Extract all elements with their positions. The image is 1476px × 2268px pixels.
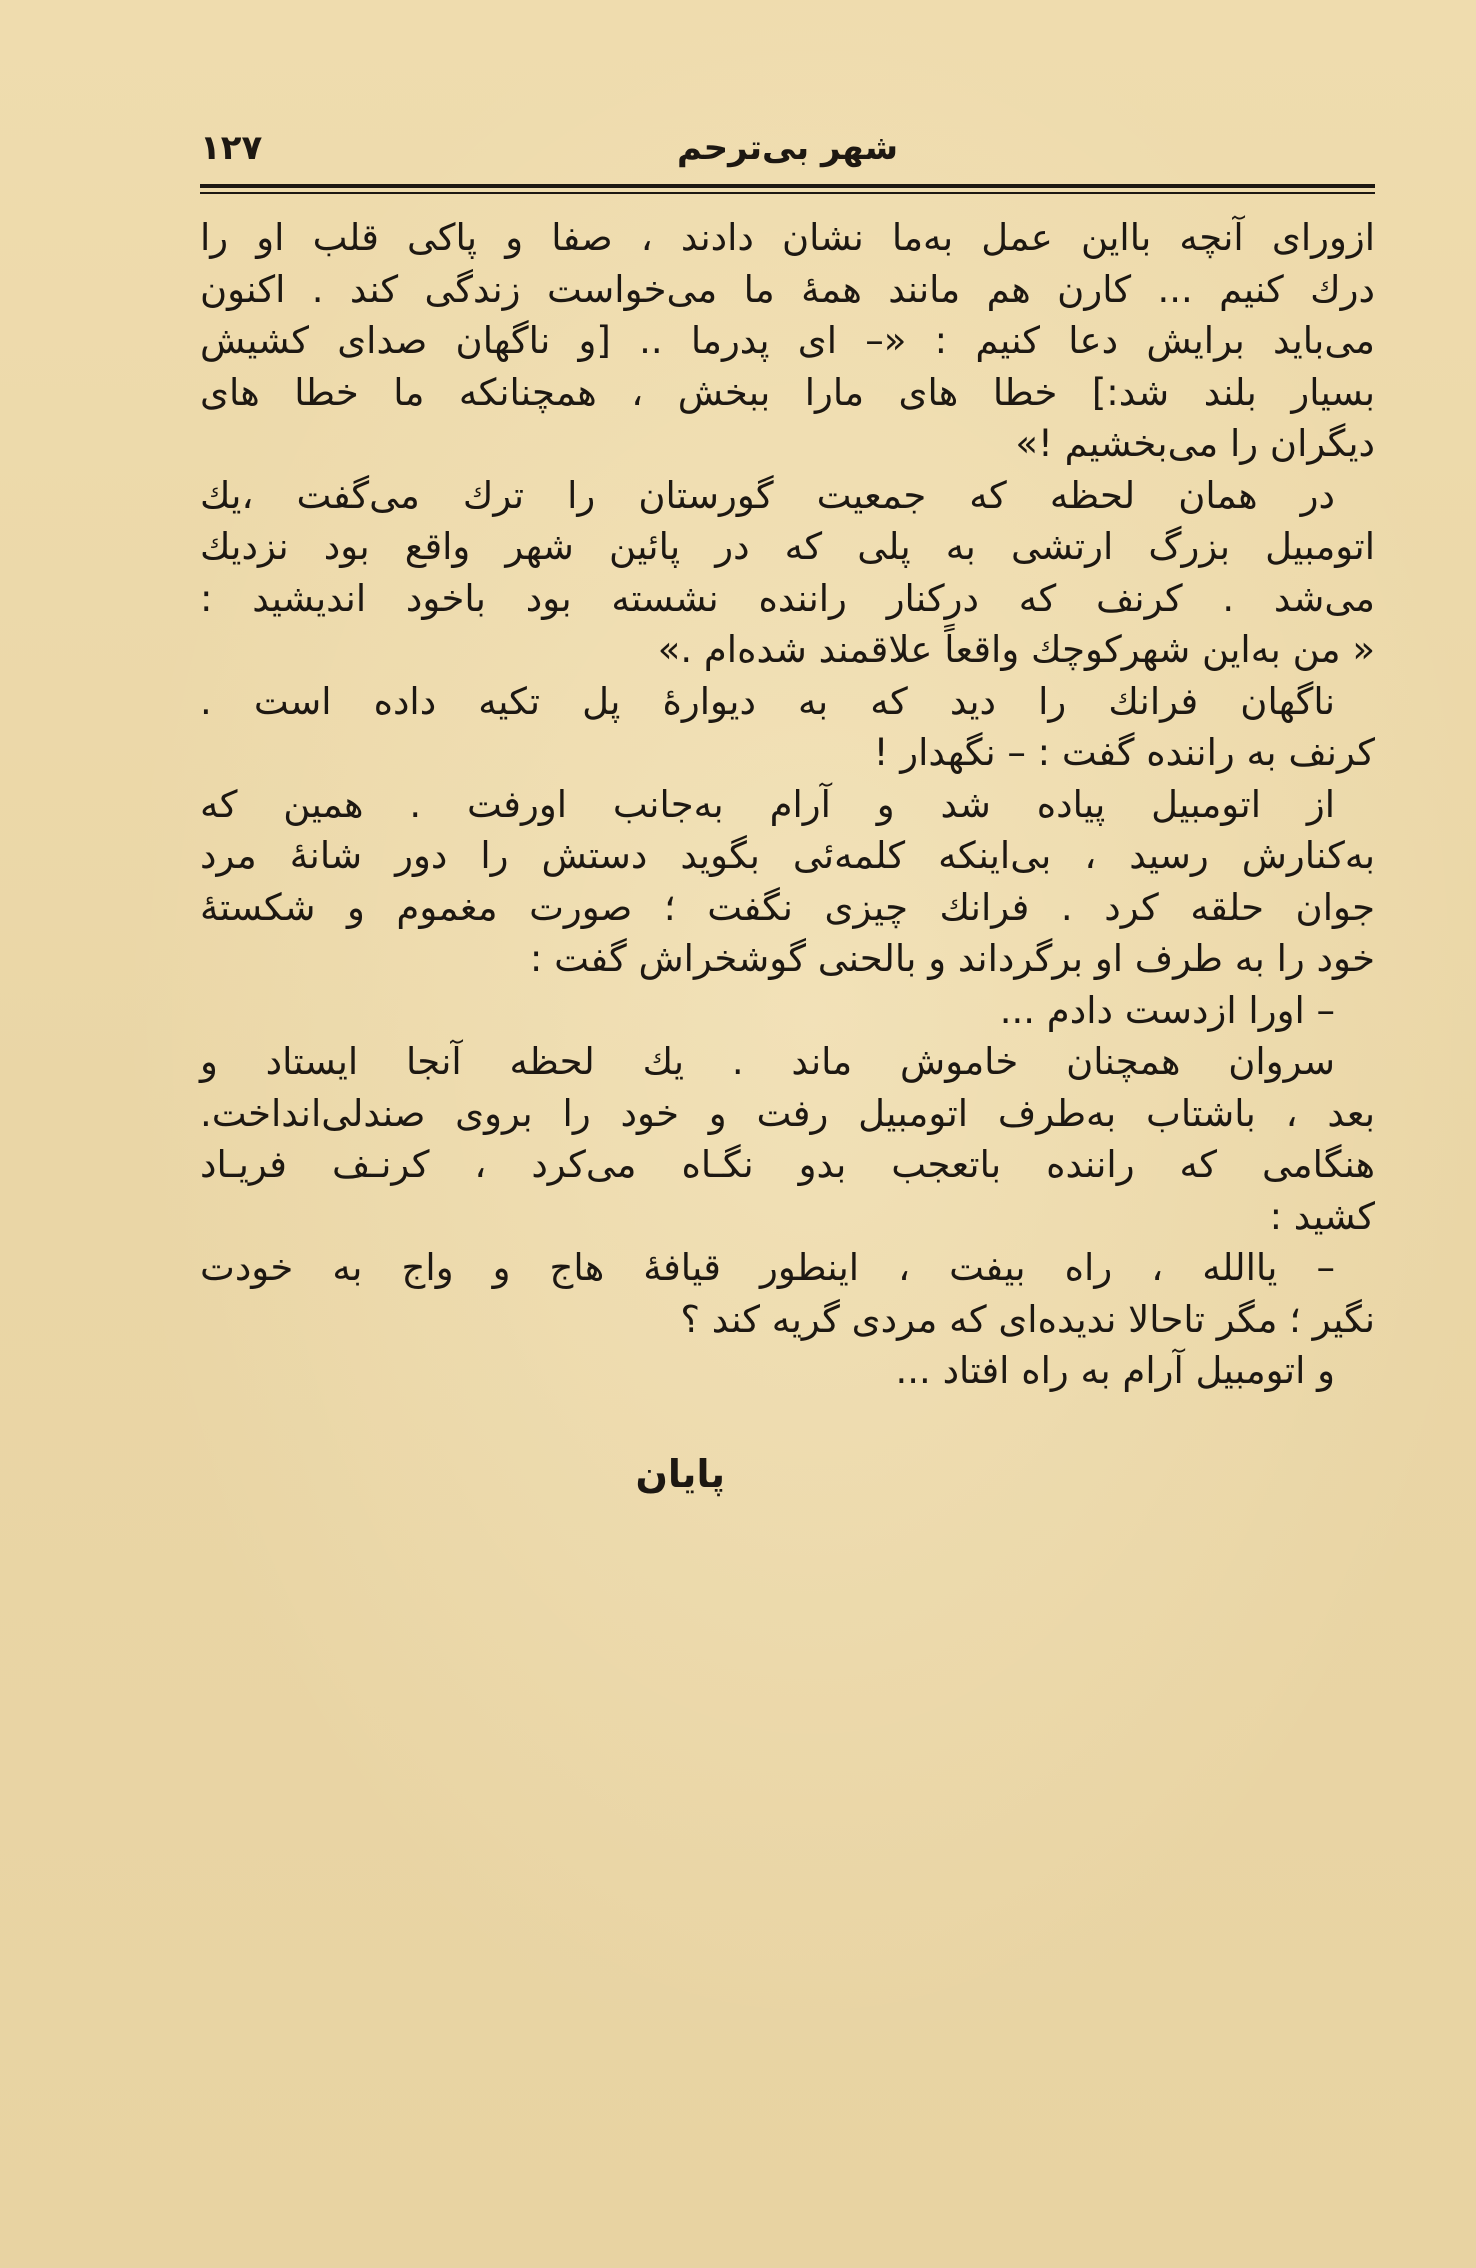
text-line: می‌شد . کرنف که درکنار راننده نشسته بود باخود اندیشید : <box>200 576 1375 620</box>
text-line: ازورای آنچه بااین عمل به‌ما نشان دادند ، صفا و پاکی قلب او را <box>200 216 1375 259</box>
text-line: بعد ، باشتاب به‌طرف اتومبیل رفت و خود را بروی صندلی‌انداخت. <box>200 1091 1375 1135</box>
text-line: جوان حلقه کرد . فرانك چیزی نگفت ؛ صورت مغموم و شکستهٔ <box>200 885 1375 929</box>
text-line: ناگهان فرانك را دید که به دیوارهٔ پل تکیه داده است . <box>200 679 1335 723</box>
text-line: از اتومبیل پیاده شد و آرام به‌جانب اورفت . همین که <box>200 782 1335 826</box>
text-line: سروان همچنان خاموش ماند . یك لحظه آنجا ایستاد و <box>200 1040 1335 1083</box>
text-line: درك کنیم ... کارن هم مانند همهٔ ما می‌خواست زندگی کند . اکنون <box>200 267 1375 311</box>
text-line: کشید : <box>1269 1194 1375 1238</box>
text-line: در همان لحظه که جمعیت گورستان را ترك می‌گفت ،یك <box>200 473 1335 517</box>
text-line: کرنف به راننده گفت : – نگهدار ! <box>873 731 1375 774</box>
text-line: اتومبیل بزرگ ارتشی به پلی که در پائین شهر واقع بود نزدیك <box>200 525 1375 568</box>
ending-word: پایان <box>635 1452 725 1496</box>
text-line: و اتومبیل آرام به راه افتاد ... <box>895 1349 1335 1392</box>
header-rule-thin <box>200 192 1375 194</box>
running-title: شهر بی‌ترحم <box>676 128 899 168</box>
page-number: ۱۲۷ <box>200 128 263 168</box>
text-line: به‌کنارش رسید ، بی‌اینکه کلمه‌ئی بگوید دستش را دور شانهٔ مرد <box>200 834 1375 877</box>
text-line: – یاالله ، راه بیفت ، اینطور قیافهٔ هاج و واج به خودت <box>200 1246 1335 1289</box>
text-line: می‌باید برایش دعا کنیم : «– ای پدرما .. [و ناگهان صدای کشیش <box>200 319 1375 362</box>
header-rule-thick <box>200 184 1375 188</box>
body-text <box>200 212 1375 1397</box>
text-line: دیگران را می‌بخشیم !» <box>1015 422 1375 465</box>
page-header <box>200 128 1375 188</box>
text-line: بسیار بلند شد:] خطا های مارا ببخش ، همچنانکه ما خطا های <box>200 370 1375 414</box>
text-line: نگیر ؛ مگر تاحالا ندیده‌ای که مردی گریه کند ؟ <box>680 1297 1375 1341</box>
text-line: خود را به طرف او برگرداند و بالحنی گوشخراش گفت : <box>529 937 1375 980</box>
text-line: « من به‌این شهرکوچك واقعاً علاقمند شده‌ام .» <box>657 628 1375 671</box>
text-line: – اورا ازدست دادم ... <box>999 988 1335 1032</box>
text-line: هنگامی که راننده باتعجب بدو نگـاه می‌کرد ، کرنـف فریـاد <box>200 1143 1375 1186</box>
